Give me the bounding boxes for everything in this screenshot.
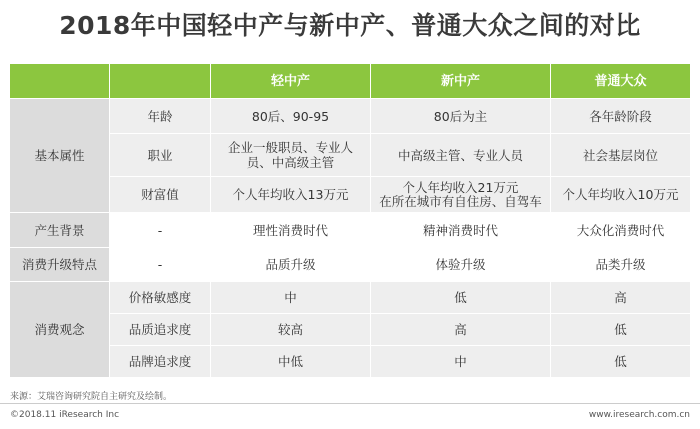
cell-quality-new: 高	[371, 314, 550, 345]
header-corner-sub	[110, 64, 210, 98]
page-title: 2018年中国轻中产与新中产、普通大众之间的对比	[59, 11, 641, 40]
cell-brand-light: 中低	[211, 346, 370, 377]
row-label-price: 价格敏感度	[110, 282, 210, 313]
section-consumption-concept: 消费观念	[10, 282, 109, 377]
footer-divider	[0, 403, 700, 404]
row-label-wealth: 财富值	[110, 177, 210, 212]
header-light-middle-class: 轻中产	[211, 64, 370, 98]
cell-job-public: 社会基层岗位	[551, 134, 690, 176]
row-label-quality: 品质追求度	[110, 314, 210, 345]
cell-background-sub: -	[110, 213, 210, 247]
header-general-public: 普通大众	[551, 64, 690, 98]
cell-upgrade-light: 品质升级	[211, 248, 370, 281]
cell-brand-public: 低	[551, 346, 690, 377]
cell-age-public: 各年龄阶段	[551, 99, 690, 133]
cell-price-public: 高	[551, 282, 690, 313]
cell-upgrade-public: 品类升级	[551, 248, 690, 281]
cell-wealth-public: 个人年均收入10万元	[551, 177, 690, 212]
cell-upgrade-sub: -	[110, 248, 210, 281]
section-background: 产生背景	[10, 213, 109, 247]
cell-wealth-new: 个人年均收入21万元 在所在城市有自住房、自驾车	[371, 177, 550, 212]
copyright-text: ©2018.11 iResearch Inc	[10, 410, 120, 420]
header-corner	[10, 64, 109, 98]
cell-price-light: 中	[211, 282, 370, 313]
cell-background-public: 大众化消费时代	[551, 213, 690, 247]
cell-price-new: 低	[371, 282, 550, 313]
cell-job-light: 企业一般职员、专业人员、中高级主管	[211, 134, 370, 176]
cell-age-light: 80后、90-95	[211, 99, 370, 133]
cell-background-light: 理性消费时代	[211, 213, 370, 247]
section-upgrade: 消费升级特点	[10, 248, 109, 281]
cell-job-new: 中高级主管、专业人员	[371, 134, 550, 176]
website-text: www.iresearch.com.cn	[588, 410, 690, 420]
cell-quality-light: 较高	[211, 314, 370, 345]
cell-upgrade-new: 体验升级	[371, 248, 550, 281]
cell-age-new: 80后为主	[371, 99, 550, 133]
cell-background-new: 精神消费时代	[371, 213, 550, 247]
row-label-job: 职业	[110, 134, 210, 176]
cell-wealth-light: 个人年均收入13万元	[211, 177, 370, 212]
cell-quality-public: 低	[551, 314, 690, 345]
source-note: 来源：艾瑞咨询研究院自主研究及绘制。	[10, 392, 173, 402]
cell-brand-new: 中	[371, 346, 550, 377]
row-label-brand: 品牌追求度	[110, 346, 210, 377]
section-basic-attributes: 基本属性	[10, 99, 109, 212]
table-header-row	[10, 64, 690, 98]
row-label-age: 年龄	[110, 99, 210, 133]
header-new-middle-class: 新中产	[371, 64, 550, 98]
